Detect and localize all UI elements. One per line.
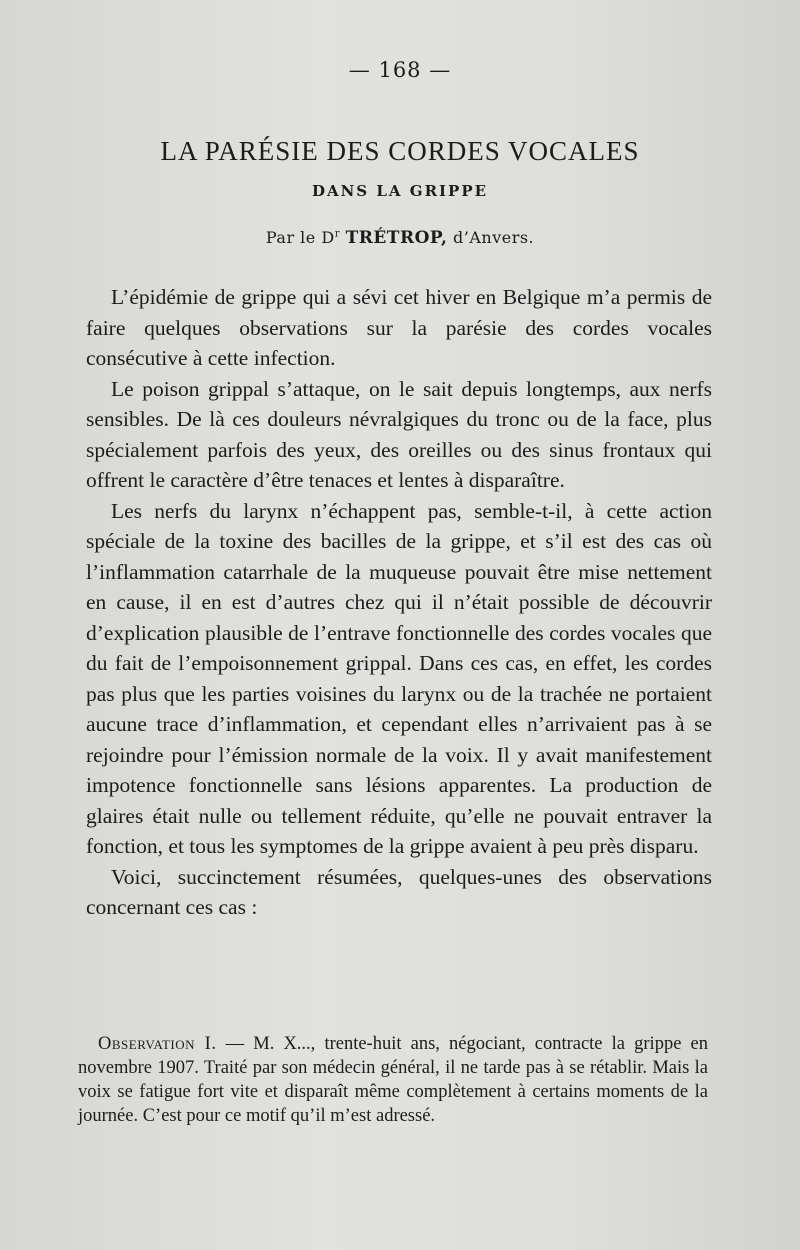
observation-label: Observation I.: [98, 1034, 217, 1054]
article-title: LA PARÉSIE DES CORDES VOCALES: [160, 136, 640, 166]
observation-block: [78, 1032, 708, 1128]
paragraph: Les nerfs du larynx n’échappent pas, semble-t-il, à cette action spéciale de la toxine des bacilles de la grippe, et s’il est des cas où l’inflammation catarrhale de la muqueuse pouvait être mise nettement en cause, il en est d’autres chez qui il n’était possible de découvrir d’explication plausible de l’entrave fonctionnelle des cordes vocales que du fait de l’empoisonnement grippal. Dans ces cas, en effet, les cordes pas plus que les parties voisines du larynx ou de la trachée ne portaient aucune trace d’inflammation, et cependant elles n’arrivaient pas à se rejoindre pour l’émission normale de la voix. Il y avait manifestement impotence fonctionnelle sans lésions apparentes. La production de glaires était nulle ou tellement réduite, qu’elle ne pouvait entraver la fonction, et tous les symptomes de la grippe avaient à peu près disparu.: [86, 498, 712, 858]
body-text: [86, 282, 712, 923]
article-subtitle: DANS LA GRIPPE: [311, 182, 489, 200]
paragraph: Le poison grippal s’attaque, on le sait depuis longtemps, aux nerfs sensibles. De là ces douleurs névralgiques du tronc ou de la face, plus spécialement parfois des yeux, des oreilles ou des sinus frontaux qui offrent le caractère d’être tenaces et lentes à disparaître.: [86, 376, 712, 492]
byline: [0, 228, 800, 248]
byline-prefix: Par le D: [265, 228, 335, 247]
author-name: TRÉTROP,: [345, 228, 448, 248]
page-number: — 168 —: [348, 58, 452, 82]
paragraph: Voici, succinctement résumées, quelques-unes des observations concernant ces cas :: [86, 864, 712, 919]
byline-sup: r: [334, 228, 340, 240]
observation-paragraph: [78, 1032, 708, 1128]
byline-suffix: d’Anvers.: [453, 228, 535, 247]
paragraph: L’épidémie de grippe qui a sévi cet hiver en Belgique m’a permis de faire quelques observations sur la parésie des cordes vocales consécutive à cette infection.: [86, 285, 712, 370]
observation-text: — M. X..., trente-huit ans, négociant, contracte la grippe en novembre 1907. Traité par son médecin général, il ne tarde pas à se rétablir. Mais la voix se fatigue fort vite et disparaît même complètement à certains moments de la journée. C’est pour ce motif qu’il m’est adressé.: [78, 1034, 709, 1126]
